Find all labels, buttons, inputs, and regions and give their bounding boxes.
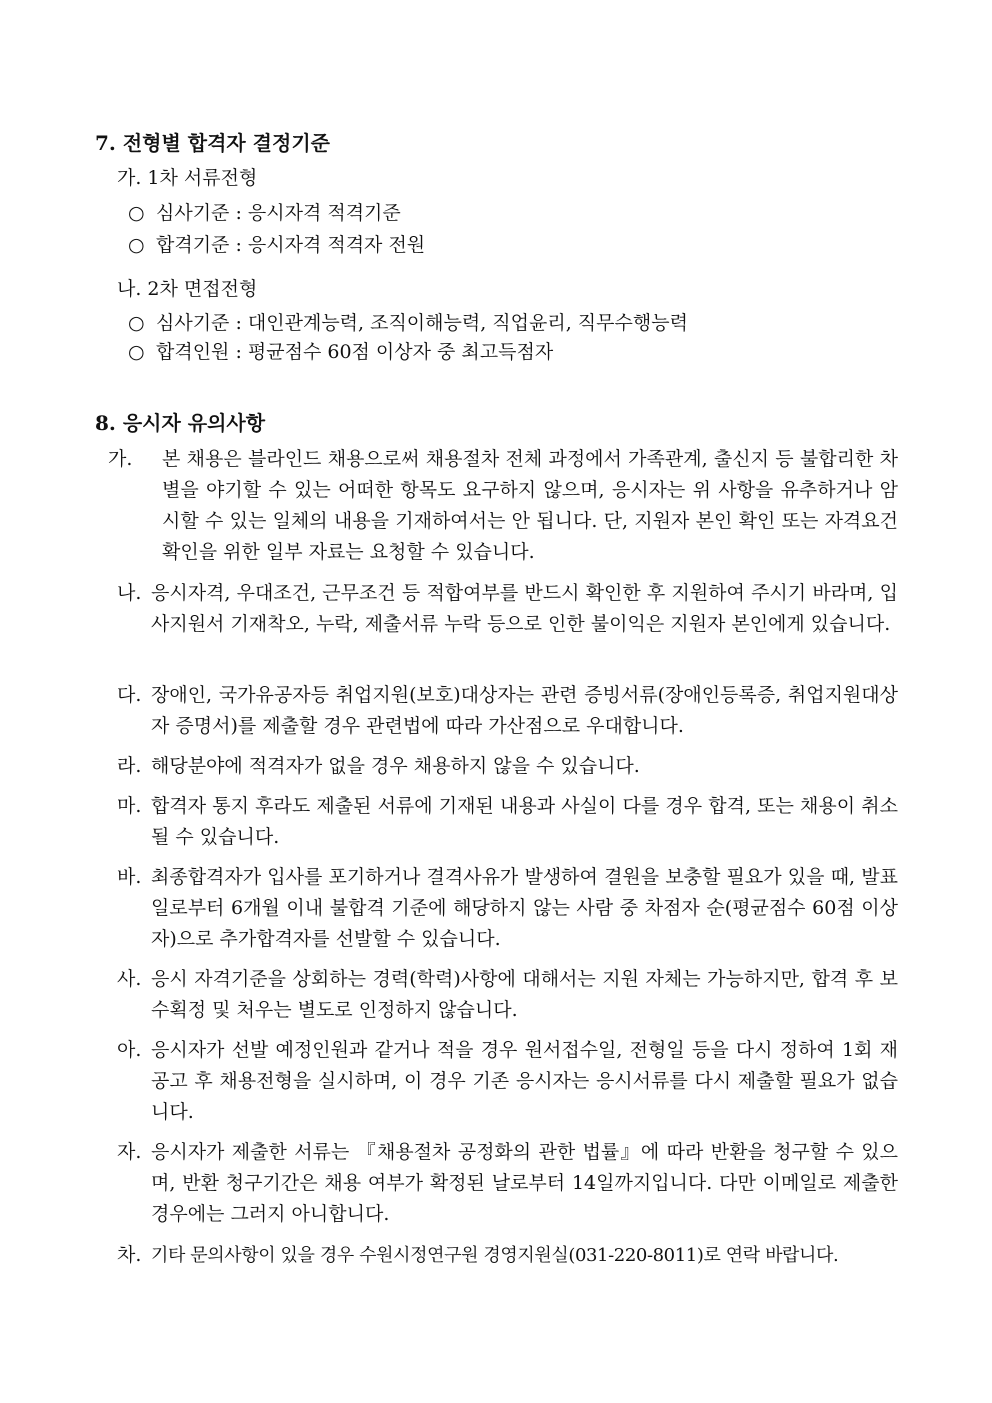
circle-bullet-icon: ○ (128, 202, 145, 224)
bullet-text: 심사기준 : 응시자격 적격기준 (156, 202, 401, 224)
notice-item (117, 1137, 898, 1230)
item-text: 응시자가 제출한 서류는 『채용절차 공정화의 관한 법률』에 따라 반환을 청구할 수 있으며, 반환 청구기간은 채용 여부가 확정된 날로부터 14일까지입니다. 다만 이메일로 제출한 경우에는 그러지 아니합니다. (151, 1141, 898, 1225)
stage-1-pass-rule (128, 232, 425, 258)
item-marker: 나. (117, 582, 142, 604)
section-7-heading: 7. 전형별 합격자 결정기준 (95, 131, 330, 155)
bullet-text: 합격인원 : 평균점수 60점 이상자 중 최고득점자 (156, 341, 554, 363)
item-text: 응시자격, 우대조건, 근무조건 등 적합여부를 반드시 확인한 후 지원하여 주시기 바라며, 입사지원서 기재착오, 누락, 제출서류 누락 등으로 인한 불이익은 지원자 본인에게 있습니다. (151, 582, 898, 635)
circle-bullet-icon: ○ (128, 341, 145, 363)
notice-item (117, 1035, 898, 1128)
item-text: 응시 자격기준을 상회하는 경력(학력)사항에 대해서는 지원 자체는 가능하지만, 합격 후 보수획정 및 처우는 별도로 인정하지 않습니다. (151, 968, 898, 1021)
item-text: 장애인, 국가유공자등 취업지원(보호)대상자는 관련 증빙서류(장애인등록증, 취업지원대상자 증명서)를 제출할 경우 관련법에 따라 가산점으로 우대합니다. (151, 684, 898, 737)
item-text: 합격자 통지 후라도 제출된 서류에 기재된 내용과 사실이 다를 경우 합격, 또는 채용이 취소될 수 있습니다. (151, 795, 898, 848)
stage-2-pass-rule (128, 339, 553, 365)
circle-bullet-icon: ○ (128, 234, 145, 256)
item-marker: 가. (108, 448, 133, 470)
notice-item (117, 680, 898, 742)
stage-2-label: 나. 2차 면접전형 (117, 278, 258, 300)
notice-item (117, 964, 898, 1026)
item-marker: 바. (117, 866, 142, 888)
item-text: 해당분야에 적격자가 없을 경우 채용하지 않을 수 있습니다. (151, 755, 640, 777)
notice-item (117, 862, 898, 955)
item-marker: 마. (117, 795, 142, 817)
bullet-text: 심사기준 : 대인관계능력, 조직이해능력, 직업윤리, 직무수행능력 (156, 312, 688, 334)
item-marker: 아. (117, 1039, 142, 1061)
section-8-heading: 8. 응시자 유의사항 (95, 411, 266, 435)
item-marker: 자. (117, 1141, 142, 1163)
item-text: 응시자가 선발 예정인원과 같거나 적을 경우 원서접수일, 전형일 등을 다시 정하여 1회 재공고 후 채용전형을 실시하며, 이 경우 기존 응시자는 응시서류를 다시 제출할 필요가 없습니다. (151, 1039, 898, 1123)
stage-1-label: 가. 1차 서류전형 (117, 167, 258, 189)
item-marker: 사. (117, 968, 142, 990)
item-marker: 라. (117, 755, 142, 777)
item-marker: 다. (117, 684, 142, 706)
item-marker: 차. (117, 1244, 142, 1266)
notice-item (108, 444, 898, 568)
item-text: 기타 문의사항이 있을 경우 수원시정연구원 경영지원실(031-220-8011)로 연락 바랍니다. (151, 1245, 839, 1266)
stage-1-criteria (128, 200, 401, 226)
item-text: 본 채용은 블라인드 채용으로써 채용절차 전체 과정에서 가족관계, 출신지 등 불합리한 차별을 야기할 수 있는 어떠한 항목도 요구하지 않으며, 응시자는 위 사항을 유추하거나 암시할 수 있는 일체의 내용을 기재하여서는 안 됩니다. 단, 지원자 본인 확인 또는 자격요건 확인을 위한 일부 자료는 요청할 수 있습니다. (162, 448, 898, 563)
notice-item (117, 1240, 898, 1271)
notice-item (117, 791, 898, 853)
item-text: 최종합격자가 입사를 포기하거나 결격사유가 발생하여 결원을 보충할 필요가 있을 때, 발표일로부터 6개월 이내 불합격 기준에 해당하지 않는 사람 중 차점자 순(평균점수 60점 이상자)으로 추가합격자를 선발할 수 있습니다. (151, 866, 898, 950)
circle-bullet-icon: ○ (128, 312, 145, 334)
notice-item (117, 578, 898, 640)
notice-item (117, 751, 898, 782)
stage-2-criteria (128, 310, 688, 336)
bullet-text: 합격기준 : 응시자격 적격자 전원 (156, 234, 426, 256)
